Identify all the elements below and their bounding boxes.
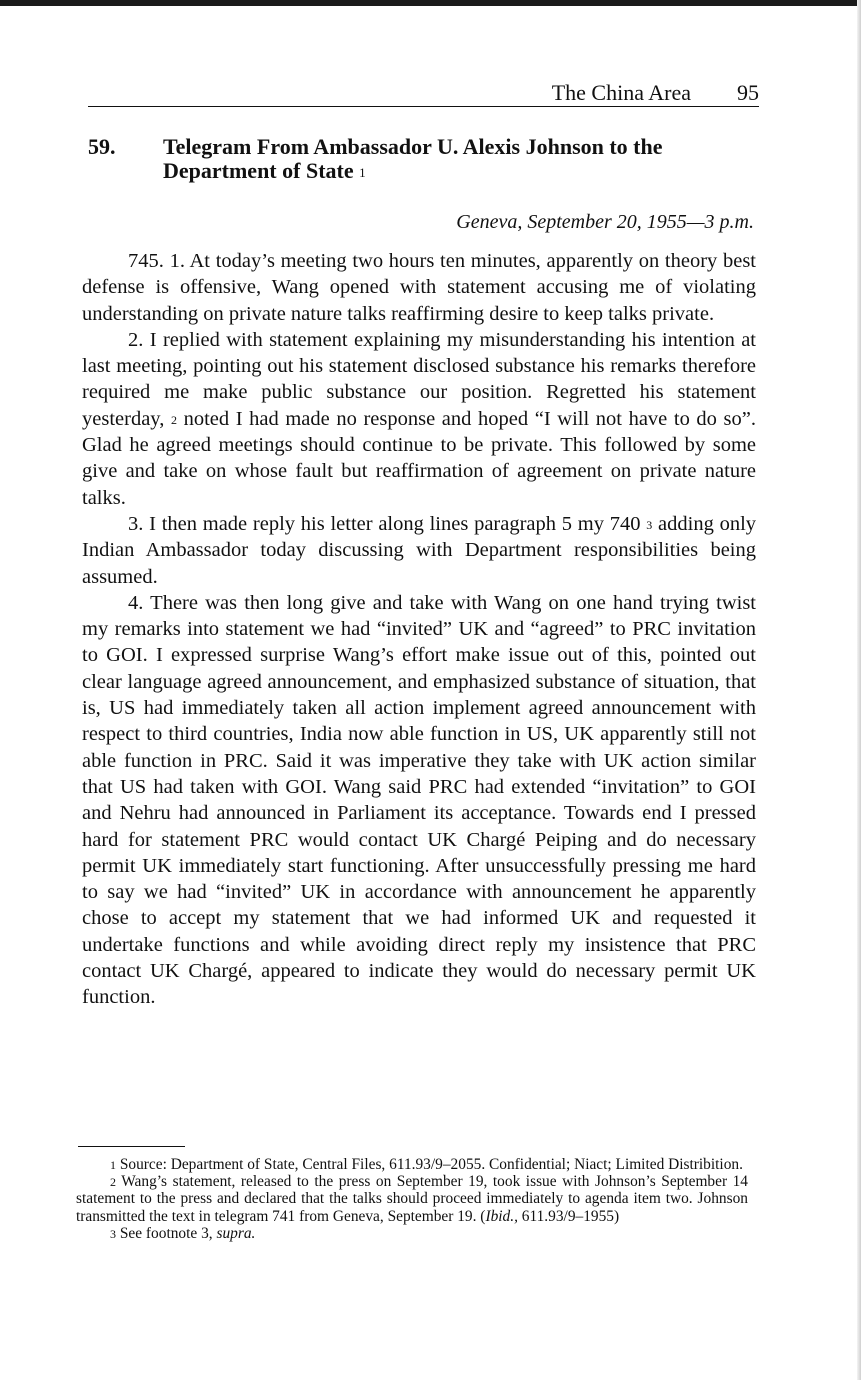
footnote-2-ibid: Ibid.,	[485, 1207, 518, 1225]
paragraph-4: 4. There was then long give and take with Wang on one hand trying twist my remarks into statement we had “invited” UK and “agreed” to PRC invitation to GOI. I expressed surprise Wang’s effort make issue out of this, pointed out clear language agreed announcement, and emphasized substance of situation, that is, US had immediately taken all action implement agreed announcement with respect to third countries, India now able function in US, UK apparently still not able function in PRC. Said it was imperative they take with UK action similar that US had taken with GOI. Wang said PRC had extended “invitation” to GOI and Nehru had announced in Parliament its acceptance. Towards end I pressed hard for statement PRC would contact UK Chargé Peiping and do necessary permit UK immediately start functioning. After unsuccessfully pressing me hard to say we had “invited” UK in accordance with announcement he apparently chose to accept my statement that we had informed UK and requested it undertake functions and while avoiding direct reply my insistence that PRC contact UK Chargé, appeared to indicate they would do necessary permit UK function.	[82, 591, 756, 1009]
document-number: 59.	[88, 134, 116, 159]
footnote-rule	[78, 1146, 185, 1147]
footnote-2-text-a: Wang’s statement, released to the press on September 19, took issue with Johnson’s September 14 statement to the press and declared that the talks should proceed immediately to agenda item two. Johnson transmitted the text in telegram 741 from Geneva, September 19. (	[76, 1173, 748, 1225]
page-number: 95	[737, 80, 759, 105]
paragraph-3-part-a: 3. I then made reply his letter along lines paragraph 5 my 740	[128, 512, 641, 535]
dateline: Geneva, September 20, 1955—3 p.m.	[456, 211, 754, 233]
footnote-3-mark: 3	[110, 1226, 116, 1241]
running-head-section: The China Area	[551, 80, 691, 105]
paragraph-1: 745. 1. At today’s meeting two hours ten minutes, apparently on theory best defense is offensive, Wang opened with statement accusing me of violating understanding on private nature talks reaffirming desire to keep talks private.	[82, 250, 756, 325]
telegram-body	[82, 248, 756, 1011]
footnotes	[76, 1156, 748, 1242]
footnote-2-text-b: 611.93/9–1955)	[521, 1207, 620, 1225]
running-head	[88, 80, 759, 107]
paragraph-3-part-b: adding only Indian Ambassador today discussing with Department responsibilities being assumed.	[82, 512, 757, 588]
footnote-3-text: See footnote 3,	[119, 1224, 213, 1242]
paragraph-2-part-b: noted I had made no response and hoped “I will not have to do so”. Glad he agreed meetings should continue to be private. This followed by some give and take on whose fault but reaffirmation of agreement on private nature talks.	[82, 407, 756, 509]
footnote-3-supra: supra.	[216, 1224, 256, 1242]
paragraph-3	[82, 511, 756, 590]
paragraph-2	[82, 327, 756, 511]
paragraph-2-part-a: 2. I replied with statement explaining my misunderstanding his intention at last meeting, pointing out his statement disclosed substance his remarks therefore required me make public substance our position. Regretted his statement yesterday,	[82, 328, 756, 430]
footnote-1-mark: 1	[110, 1158, 116, 1172]
page-top-edge	[0, 0, 861, 6]
footnote-1	[76, 1156, 748, 1173]
footnote-2	[76, 1173, 748, 1225]
document-title-text: Telegram From Ambassador U. Alexis Johnson to the Department of State	[163, 134, 663, 183]
footnote-1-text: Source: Department of State, Central Files, 611.93/9–2055. Confidential; Niact; Limited Distribition.	[119, 1156, 743, 1173]
document-title	[163, 135, 760, 183]
footnote-3	[76, 1225, 748, 1242]
footnote-ref-2: 2	[170, 412, 177, 427]
footnote-ref-3: 3	[646, 517, 653, 532]
footnote-2-mark: 2	[110, 1175, 116, 1190]
page-right-edge	[857, 0, 861, 1380]
footnote-ref-1: 1	[359, 165, 366, 180]
